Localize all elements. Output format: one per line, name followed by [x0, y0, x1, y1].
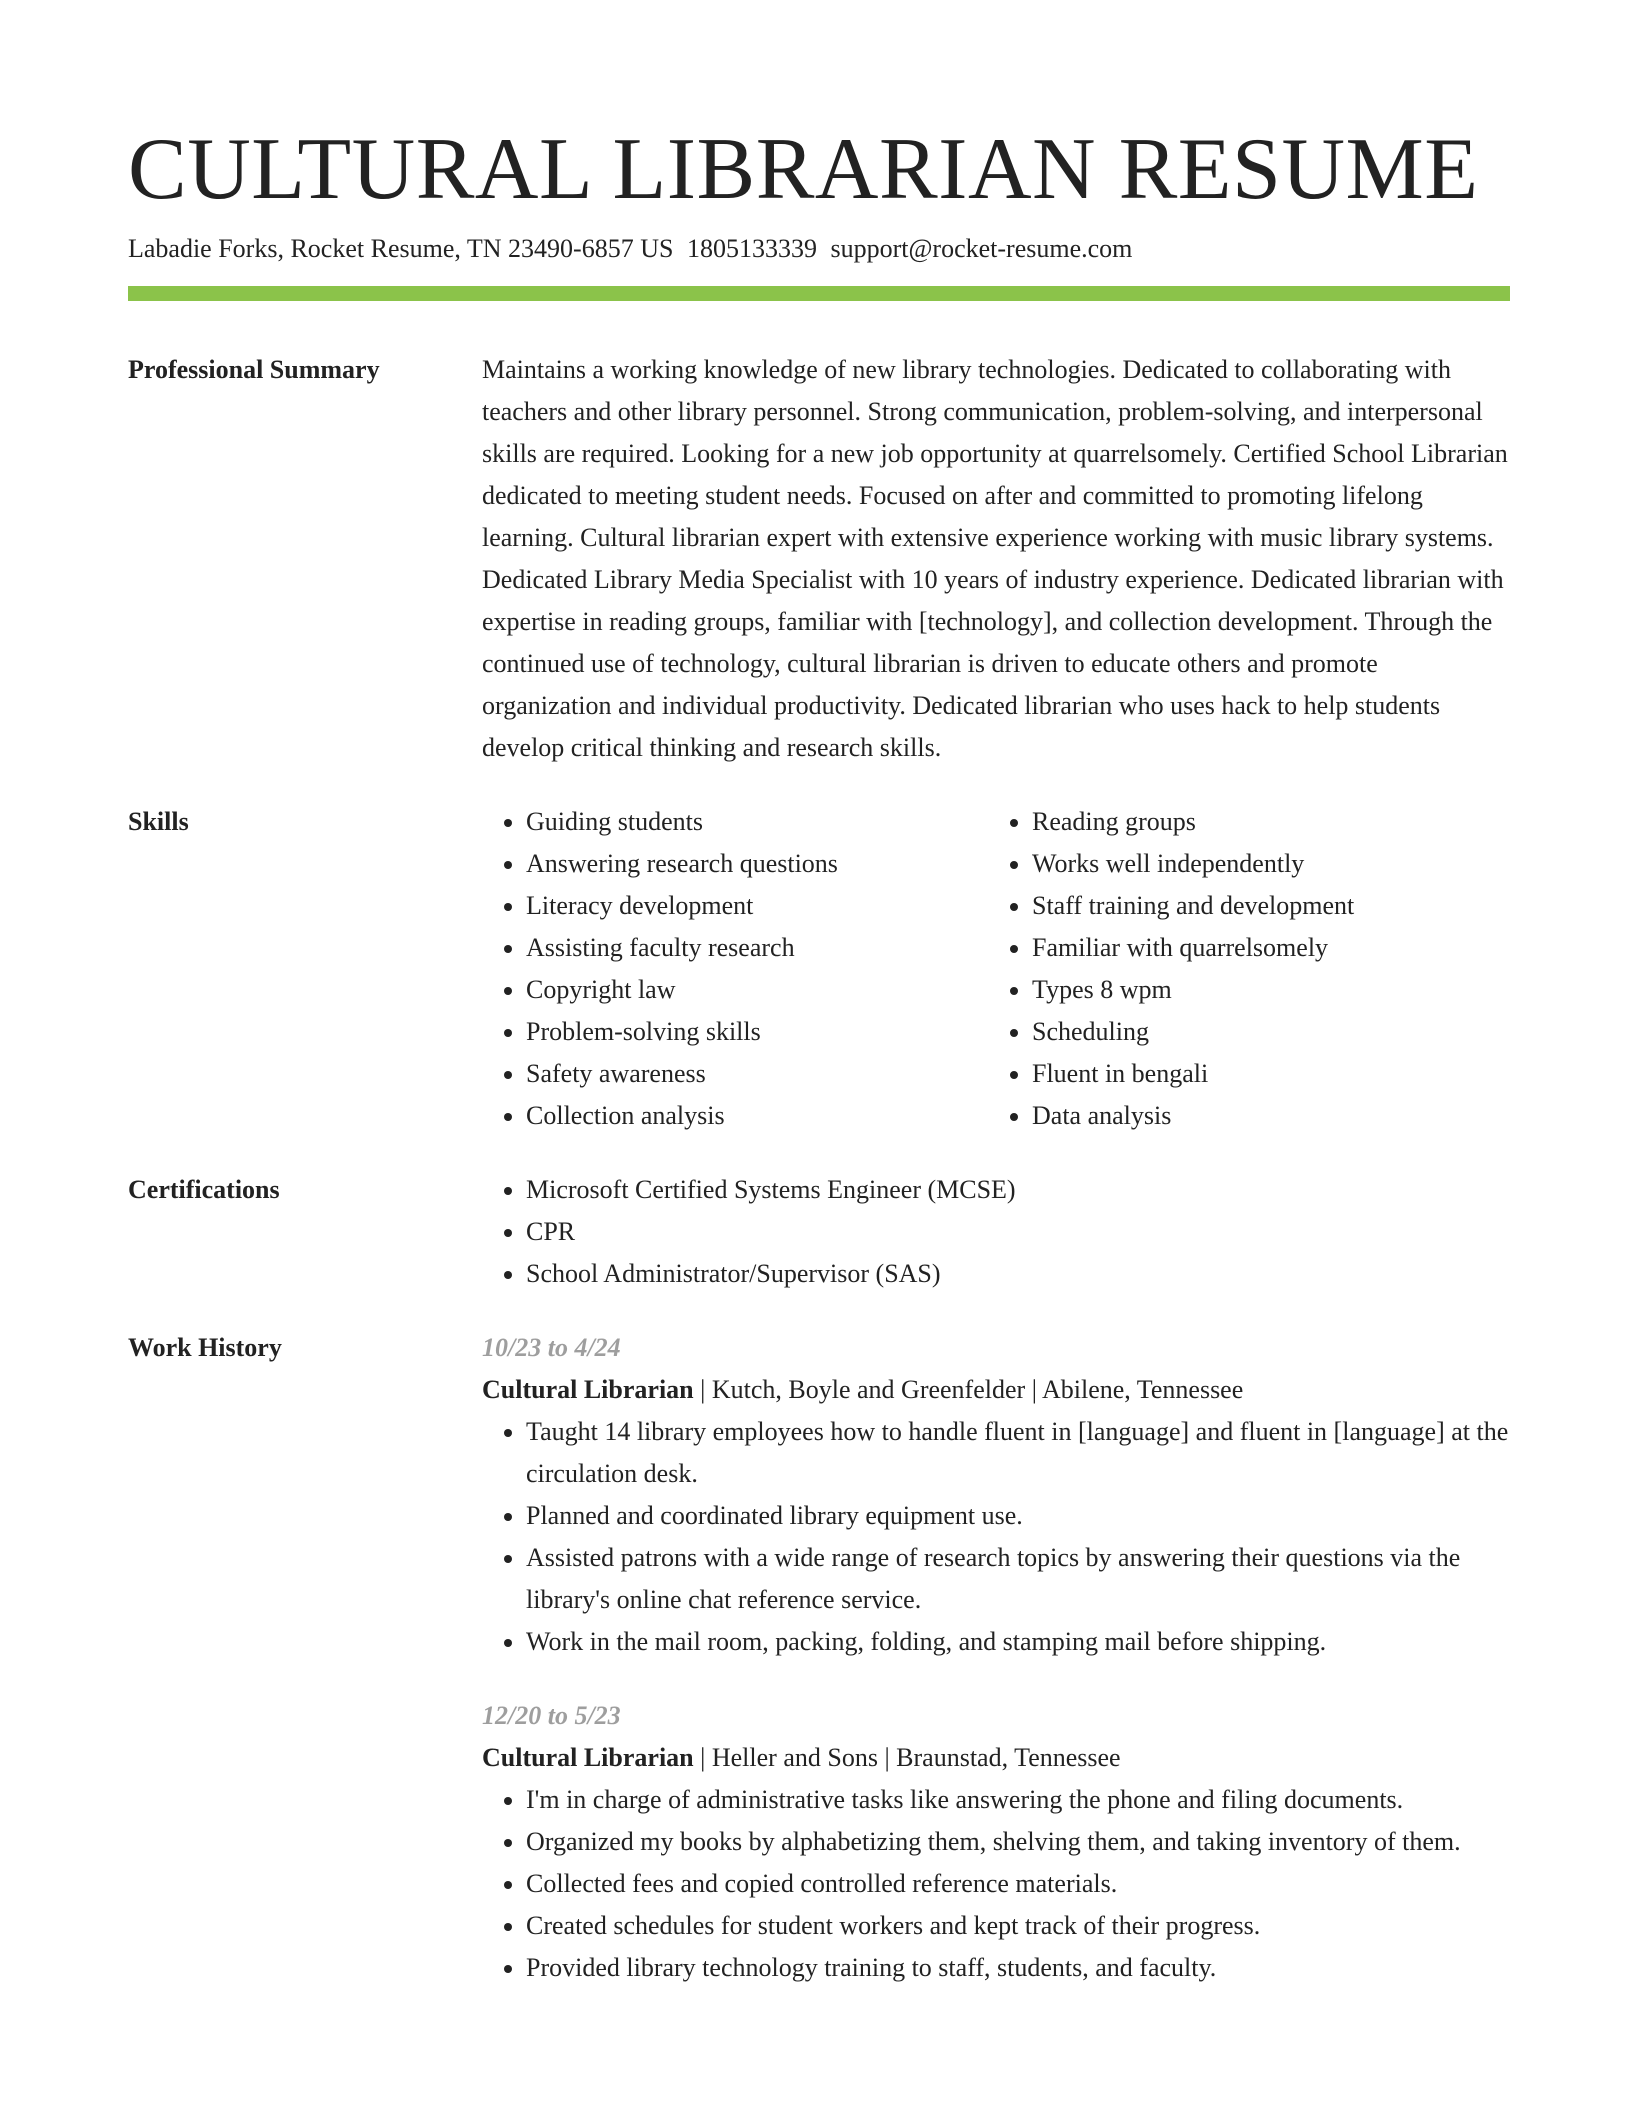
- contact-address: Labadie Forks, Rocket Resume, TN 23490-6857 US: [128, 234, 674, 263]
- resume-page: [128, 120, 1510, 2021]
- job-bullet: • I'm in charge of administrative tasks like answering the phone and filing documents.: [526, 1779, 1510, 1821]
- job-bullet: • Work in the mail room, packing, folding, and stamping mail before shipping.: [526, 1621, 1510, 1663]
- job-company: Kutch, Boyle and Greenfelder: [711, 1375, 1026, 1404]
- skill-item: • Assisting faculty research: [526, 927, 988, 969]
- job-bullet: • Taught 14 library employees how to handle fluent in [language] and fluent in [language] at the circulation desk.: [526, 1411, 1510, 1495]
- skill-item: • Safety awareness: [526, 1053, 988, 1095]
- work-history-heading: Work History: [128, 1333, 282, 1362]
- certifications-section: [128, 1169, 1510, 1295]
- skill-item: • Literacy development: [526, 885, 988, 927]
- job-header: Cultural Librarian | Kutch, Boyle and Greenfelder | Abilene, Tennessee: [482, 1375, 1244, 1404]
- skill-item: • Problem-solving skills: [526, 1011, 988, 1053]
- job-bullet: • Organized my books by alphabetizing them, shelving them, and taking inventory of them.: [526, 1821, 1510, 1863]
- skills-heading: Skills: [128, 807, 189, 836]
- job-bullets: [482, 1779, 1510, 1989]
- certification-item: • Microsoft Certified Systems Engineer (MCSE): [526, 1169, 1510, 1211]
- job-dates: 12/20 to 5/23: [482, 1701, 621, 1730]
- job-location: Abilene, Tennessee: [1041, 1375, 1244, 1404]
- resume-title: CULTURAL LIBRARIAN RESUME: [128, 121, 1479, 218]
- job-title: Cultural Librarian: [482, 1743, 694, 1772]
- skill-item: • Fluent in bengali: [1032, 1053, 1354, 1095]
- skills-left-list: [482, 801, 988, 1137]
- certifications-heading: Certifications: [128, 1175, 280, 1204]
- job-dates: 10/23 to 4/24: [482, 1333, 621, 1362]
- skill-item: • Familiar with quarrelsomely: [1032, 927, 1354, 969]
- skill-item: • Reading groups: [1032, 801, 1354, 843]
- skills-right-list: [988, 801, 1354, 1137]
- summary-text: Maintains a working knowledge of new library technologies. Dedicated to collaborating with teachers and other library personnel. Strong communication, problem-solving, and interpersonal skills are required. Looking for a new job opportunity at quarrelsomely. Certified School Librarian dedicated to meeting student needs. Focused on after and committed to promoting lifelong learning. Cultural librarian expert with extensive experience working with music library systems. Dedicated Library Media Specialist with 10 years of industry experience. Dedicated librarian with expertise in reading groups, familiar with [technology], and collection development. Through the continued use of technology, cultural librarian is driven to educate others and promote organization and individual productivity. Dedicated librarian who uses hack to help students develop critical thinking and research skills.: [482, 355, 1508, 762]
- skill-item: • Types 8 wpm: [1032, 969, 1354, 1011]
- skill-item: • Guiding students: [526, 801, 988, 843]
- job-bullet: • Collected fees and copied controlled reference materials.: [526, 1863, 1510, 1905]
- skill-item: • Scheduling: [1032, 1011, 1354, 1053]
- certification-item: • CPR: [526, 1211, 1510, 1253]
- skill-item: • Answering research questions: [526, 843, 988, 885]
- skill-item: • Collection analysis: [526, 1095, 988, 1137]
- skill-item: • Data analysis: [1032, 1095, 1354, 1137]
- job-bullet: • Assisted patrons with a wide range of research topics by answering their questions via the library's online chat reference service.: [526, 1537, 1510, 1621]
- contact-email[interactable]: support@rocket-resume.com: [830, 234, 1133, 263]
- contact-phone: 1805133339: [686, 234, 817, 263]
- contact-line: [128, 232, 1510, 266]
- job-bullet: • Created schedules for student workers and kept track of their progress.: [526, 1905, 1510, 1947]
- summary-heading: Professional Summary: [128, 355, 380, 384]
- job-location: Braunstad, Tennessee: [896, 1743, 1121, 1772]
- job-company: Heller and Sons: [711, 1743, 878, 1772]
- skills-section: [128, 801, 1510, 1137]
- skill-item: • Staff training and development: [1032, 885, 1354, 927]
- job-bullets: [482, 1411, 1510, 1663]
- work-history-section: [128, 1327, 1510, 2021]
- certifications-list: [482, 1169, 1510, 1295]
- job-header: Cultural Librarian | Heller and Sons | Braunstad, Tennessee: [482, 1743, 1121, 1772]
- job-bullet: • Provided library technology training to staff, students, and faculty.: [526, 1947, 1510, 1989]
- skill-item: • Works well independently: [1032, 843, 1354, 885]
- skill-item: • Copyright law: [526, 969, 988, 1011]
- certification-item: • School Administrator/Supervisor (SAS): [526, 1253, 1510, 1295]
- job-bullet: • Planned and coordinated library equipment use.: [526, 1495, 1510, 1537]
- job-entry: [482, 1327, 1510, 1663]
- job-title: Cultural Librarian: [482, 1375, 694, 1404]
- summary-section: [128, 301, 1510, 769]
- header-divider: [128, 286, 1510, 301]
- skills-grid: [482, 801, 1510, 1137]
- job-entry: [482, 1695, 1510, 1989]
